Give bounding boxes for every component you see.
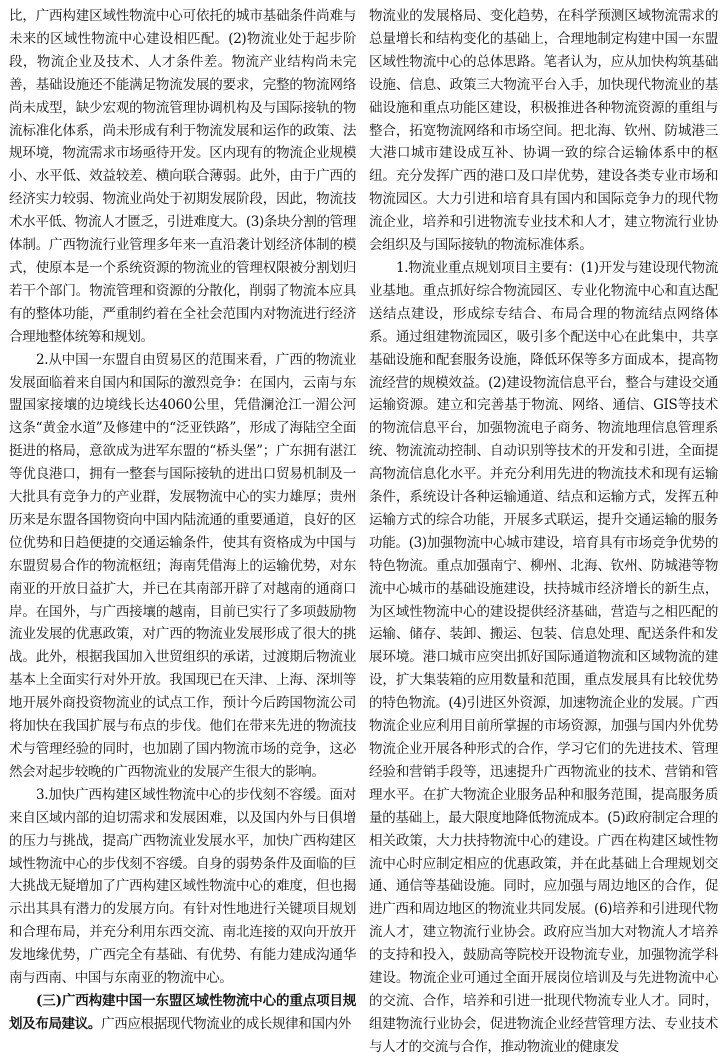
paragraph-constraints: 比，广西构建区域性物流中心可依托的城市基础条件尚难与未来的区域性物流中心建设相匹配。(2)物流业处于起步阶段，物流企业及技术、人才条件差。物流产业结构尚未完善，基础设施还不能满足物流发展的要求，完整的物流网络尚未成型，缺少宏观的物流管理协调机构及与国际接轨的物流标准化体系，尚未形成有利于物流发展和运作的政策、法规环境，物流需求市场亟待开发。区内现有的物流企业规模小、水平低、效益较差、横向联合薄弱。此外，由于广西的经济实力较弱、物流业尚处于初期发展阶段，因此，物流技术水平低、物流人才匮乏，引进难度大。(3)条块分割的管理体制。广西物流行业管理多年来一直沿袭计划经济体制的模式，使原本是一个系统资源的物流业的管理权限被分割划归若干个部门。物流管理和资源的分散化，削弱了物流本应具有的整体功能，严重制约着在全社会范围内对物流进行经济合理地整体统筹和规划。: [9, 8, 356, 345]
left-column: [9, 5, 356, 1032]
paragraph-overall-strategy: 物流业的发展格局、变化趋势，在科学预测区域物流需求的总量增长和结构变化的基础上，合理地制定构建中国一东盟区域性物流中心的总体思路。笔者认为，应从加快构筑基础设施、信息、政策三大物流平台入手，加快现代物流业的基础设施和重点功能区建设，积极推进各种物流资源的重组与整合，拓宽物流网络和市场空间。把北海、钦州、防城港三大港口城市建设成互补、协调一致的综合运输体系中的枢纽。充分发挥广西的港口及口岸优势，建设各类专业市场和物流园区。大力引进和培育具有国内和国际竞争力的现代物流企业，培养和引进物流专业技术和人才，建立物流行业协会组织及与国际接轨的物流标准体系。: [369, 8, 718, 254]
section-heading-tail: 广西应根据现代物流业的成长规律和国内外: [101, 1015, 351, 1032]
paragraph-competition: 2.从中国一东盟自由贸易区的范围来看，广西的物流业发展面临着来自国内和国际的激烈竞争：在国内，云南与东盟国家接壤的边境线长达4060公里，凭借澜沧江一湄公河这条“黄金水道”及修建中的“泛亚铁路”，形成了海陆空全面挺进的格局，意欲成为进军东盟的“桥头堡”；广东拥有湛江等优良港口，拥有一整套与国际接轨的进出口贸易机制及一大批具有竞争力的产业群，发展物流中心的实力雄厚；贵州历来是东盟各国物资向中国内陆流通的重要通道，良好的区位优势和日趋便捷的交通运输条件，使其有资格成为中国与东盟贸易合作的物流枢纽；海南凭借海上的运输优势，对东南亚的开放日益扩大，并已在其南部开辟了对越南的通商口岸。在国外，与广西接壤的越南，目前已实行了多项鼓励物流业发展的优惠政策，对广西的物流业发展形成了很大的挑战。此外，根据我国加入世贸组织的承诺，过渡期后物流业基本上全面实行对外开放。我国现已在天津、上海、深圳等地开展外商投资物流业的试点工作，预计今后跨国物流公司将加快在我国扩展与布点的步伐。他们在带来先进的物流技术与管理经验的同时，也加剧了国内物流市场的竞争，这必然会对起步较晚的广西物流业的发展产生很大的影响。: [9, 351, 356, 780]
section-heading: (三)广西构建中国一东盟区域性物流中心的重点项目规划及布局建议。: [9, 992, 356, 1032]
right-column: [369, 5, 718, 1055]
paragraph-key-projects: 1.物流业重点规划项目主要有：(1)开发与建设现代物流业基地。重点抓好综合物流园区、专业化物流中心和直达配送结点建设，形成综专结合、布局合理的物流结点网络体系。通过组建物流园区，吸引多个配送中心在此集中，共享基础设施和配套服务设施，降低环保等多方面成本，提高物流经营的规模效益。(2)建设物流信息平台，整合与建设交通运输资源。建立和完善基于物流、网络、通信、GIS等技术的物流信息平台，加强物流电子商务、物流地理信息管理系统、物流流动控制、自动识别等技术的开发和引进，全面提高物流信息化水平。并充分利用先进的物流技术和现有运输条件，系统设计各种运输通道、结点和运输方式，发挥五种运输方式的综合功能，开展多式联运，提升交通运输的服务功能。(3)加强物流中心城市建设，培育具有市场竞争优势的特色物流。重点加强南宁、柳州、北海、钦州、防城港等物流中心城市的基础设施建设，扶持城市经济增长的新生点，为区域性物流中心的建设提供经济基础，营造与之相匹配的运输、储存、装卸、搬运、包装、信息处理、配送条件和发展环境。港口城市应突出抓好国际通道物流和区域物流的建设，扩大集装箱的应用数量和范围，重点发展具有比较优势的特色物流。(4)引进区外资源，加速物流企业的发展。广西物流企业应利用目前所掌握的市场资源，加强与国内外优势物流企业开展各种形式的合作，学习它们的先进技术、管理经验和营销手段等，迅速提升广西物流业的技术、营销和管理水平。在扩大物流企业服务品种和服务范围，提高服务质量的基础上，最大限度地降低物流成本。(5)政府制定合理的相关政策，大力扶持物流中心的建设。广西在构建区域性物流中心时应制定相应的优惠政策，并在此基础上合理规划交通、通信等基础设施。同时，应加强与周边地区的合作，促进广西和周边地区的物流业共同发展。(6)培养和引进现代物流人才，建立物流行业协会。政府应当加大对物流人才培养的支持和投入，鼓励高等院校开设物流专业，加强物流学科建设。物流企业可通过全面开展岗位培训及与先进物流中心的交流、合作，培养和引进一批现代物流专业人才。同时，组建物流行业协会，促进物流企业经营管理方法、专业技术与人才的交流与合作，推动物流业的健康发: [369, 259, 718, 1055]
paragraph-urgency: 3.加快广西构建区域性物流中心的步伐刻不容缓。面对来自区域内部的迫切需求和发展困难，以及国内外与日俱增的压力与挑战，提高广西物流业发展水平，加快广西构建区域性物流中心的步伐刻不容缓。自身的弱势条件及面临的巨大挑战无疑增加了广西构建区域性物流中心的难度，但也揭示出其具有潜力的发展方向。有针对性地进行关键项目规划和合理布局，并充分利用东西交流、南北连接的双向开放开发地缘优势，广西完全有基础、有优势、有能力建成沟通华南与西南、中国与东南亚的物流中心。: [9, 786, 356, 987]
paragraph-section-three: [9, 990, 356, 1036]
